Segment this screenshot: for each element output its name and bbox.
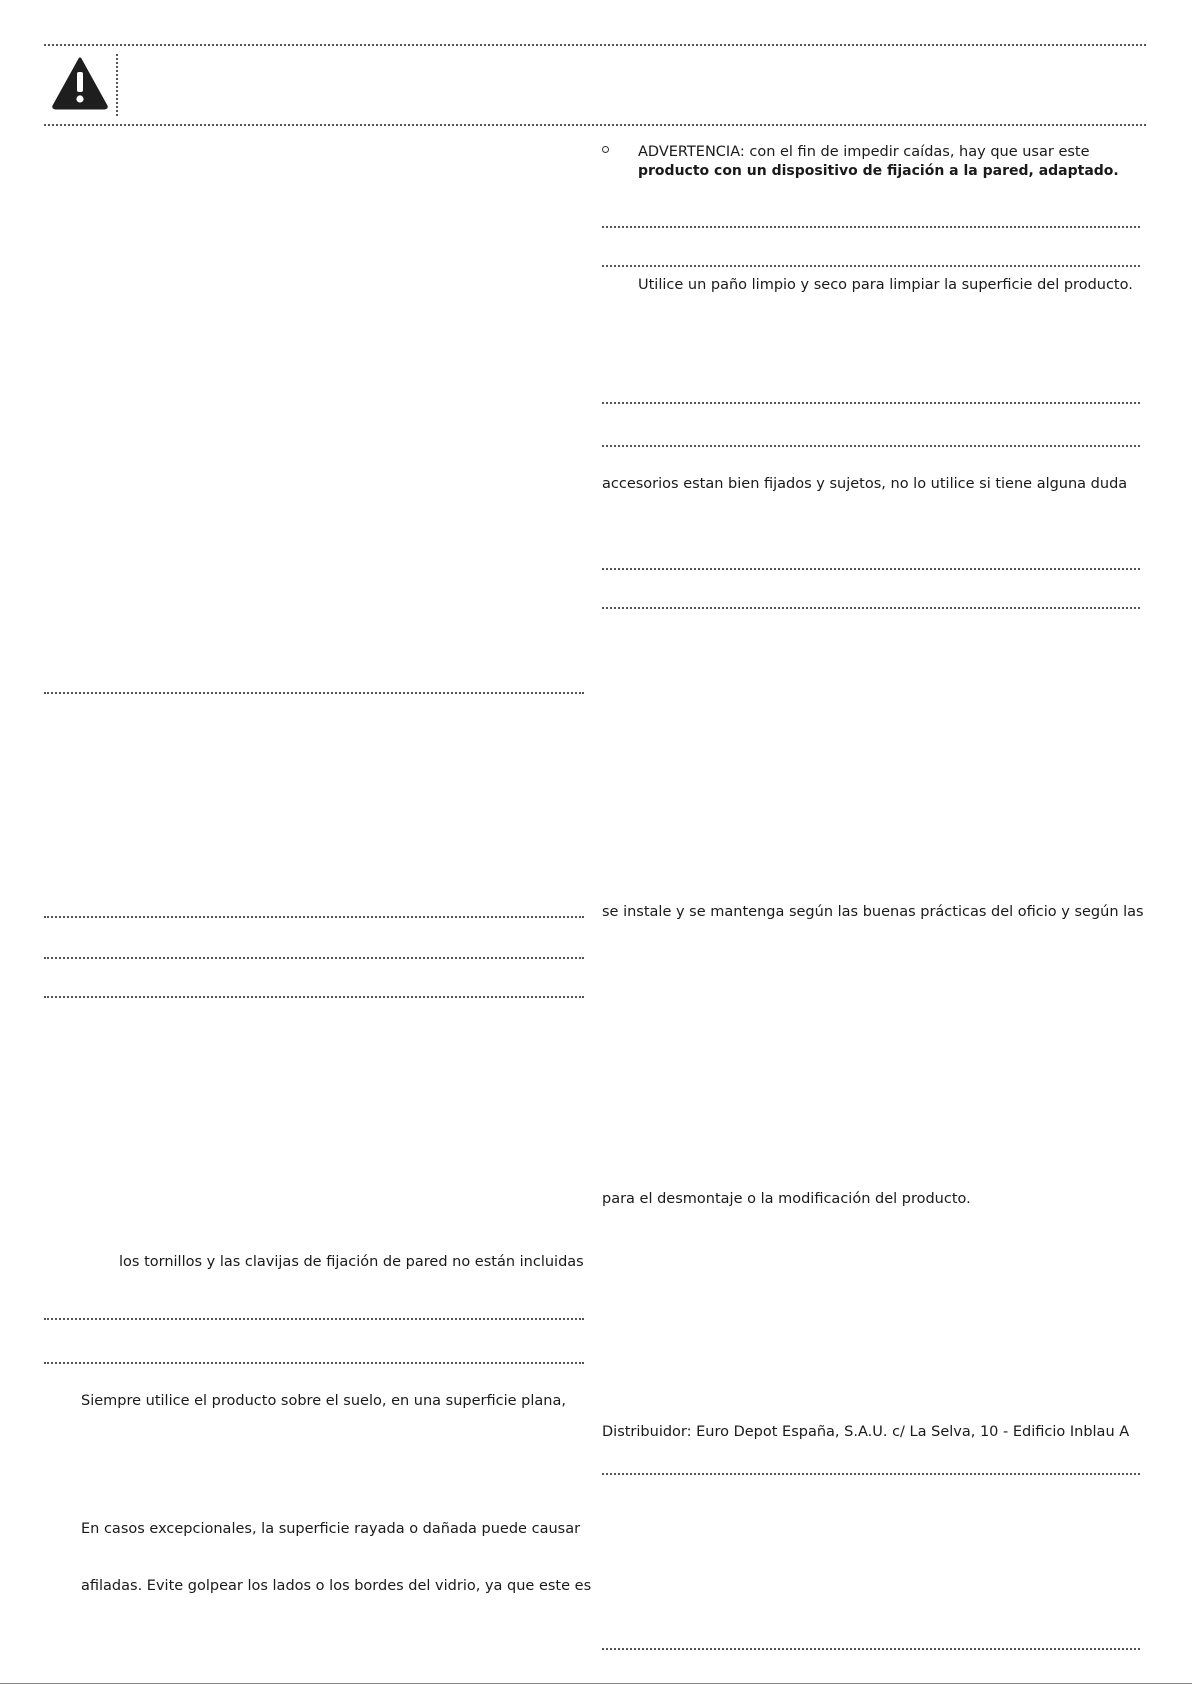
floor-use-text: Siempre utilice el producto sobre el suelo, en una superficie plana,	[81, 1393, 566, 1409]
header-icon-divider	[116, 54, 118, 116]
left-rule-1	[44, 692, 584, 694]
header-bottom-rule	[44, 124, 1146, 126]
accessories-text: accesorios estan bien fijados y sujetos, no lo utilice si tiene alguna duda	[602, 476, 1128, 492]
left-rule-5	[44, 1318, 584, 1320]
header-top-rule	[44, 44, 1146, 46]
cleaning-text: Utilice un paño limpio y seco para limpiar la superficie del producto.	[638, 277, 1133, 293]
left-rule-2	[44, 916, 584, 918]
right-rule-5	[602, 568, 1140, 570]
left-rule-3	[44, 957, 584, 959]
warning-text-line2: producto con un dispositivo de fijación a la pared, adaptado.	[638, 163, 1119, 179]
screws-note-text: los tornillos y las clavijas de fijación de pared no están incluidas	[119, 1254, 584, 1270]
right-rule-8	[602, 1648, 1140, 1650]
left-rule-6	[44, 1362, 584, 1364]
right-rule-4	[602, 445, 1140, 447]
page-bottom-edge	[0, 1683, 1192, 1684]
distributor-text: Distribuidor: Euro Depot España, S.A.U. c/ La Selva, 10 - Edificio Inblau A	[602, 1424, 1130, 1440]
warning-triangle-icon	[51, 56, 109, 110]
warning-text-line1: ADVERTENCIA: con el fin de impedir caídas, hay que usar este	[638, 144, 1090, 160]
right-rule-6	[602, 607, 1140, 609]
bullet-icon	[602, 146, 609, 153]
right-rule-1	[602, 226, 1140, 228]
installation-text: se instale y se mantenga según las buenas prácticas del oficio y según las	[602, 904, 1144, 920]
left-rule-4	[44, 996, 584, 998]
disassembly-text: para el desmontaje o la modificación del producto.	[602, 1191, 971, 1207]
right-rule-2	[602, 265, 1140, 267]
sharp-edges-text: afiladas. Evite golpear los lados o los bordes del vidrio, ya que este es	[81, 1578, 592, 1594]
exceptional-cases-text: En casos excepcionales, la superficie rayada o dañada puede causar	[81, 1521, 581, 1537]
right-rule-3	[602, 402, 1140, 404]
right-rule-7	[602, 1473, 1140, 1475]
